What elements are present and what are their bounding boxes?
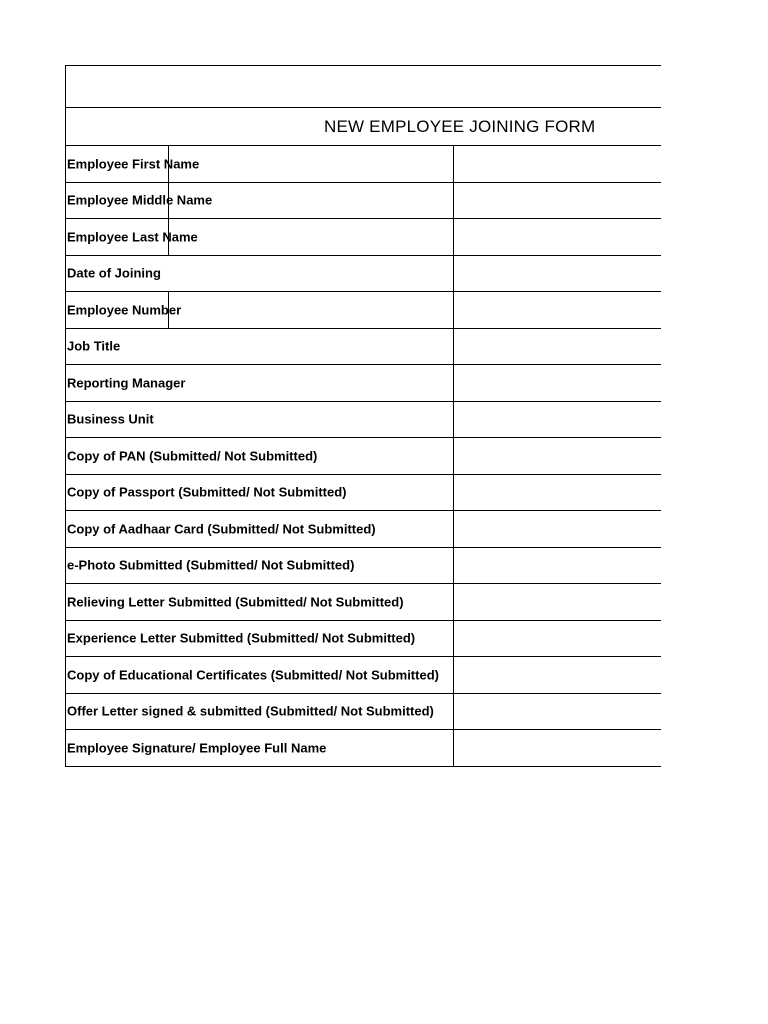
e-photo-field[interactable]	[453, 548, 661, 584]
relieving-letter-field[interactable]	[453, 584, 661, 620]
passport-copy-field[interactable]	[453, 475, 661, 511]
form-row-reporting-manager	[66, 365, 661, 402]
educational-certificates-field[interactable]	[453, 657, 661, 693]
form-row-middle-name	[66, 183, 661, 220]
field-label: Relieving Letter Submitted (Submitted/ Not Submitted)	[67, 594, 404, 610]
field-label: Experience Letter Submitted (Submitted/ Not Submitted)	[67, 630, 416, 646]
experience-letter-field[interactable]	[453, 621, 661, 657]
form-row-signature	[66, 730, 661, 767]
offer-letter-field[interactable]	[453, 694, 661, 730]
signature-field[interactable]	[453, 730, 661, 766]
field-label: Copy of PAN (Submitted/ Not Submitted)	[67, 448, 318, 464]
field-label: Employee Signature/ Employee Full Name	[67, 740, 327, 756]
field-label: e-Photo Submitted (Submitted/ Not Submitted)	[67, 557, 355, 573]
pan-copy-field[interactable]	[453, 438, 661, 474]
middle-name-field[interactable]	[453, 183, 661, 219]
form-row-offer-letter	[66, 694, 661, 731]
last-name-field[interactable]	[453, 219, 661, 255]
field-label: Offer Letter signed & submitted (Submitted/ Not Submitted)	[67, 703, 434, 719]
field-label: Employee Middle Name	[67, 192, 213, 208]
field-label: Employee First Name	[67, 156, 200, 172]
field-label: Employee Last Name	[67, 229, 198, 245]
job-title-field[interactable]	[453, 329, 661, 365]
field-label: Copy of Aadhaar Card (Submitted/ Not Submitted)	[67, 521, 376, 537]
cell-divider	[168, 292, 169, 328]
form-row-employee-number	[66, 292, 661, 329]
form-row-educational-certificates	[66, 657, 661, 694]
cell-divider	[168, 183, 169, 219]
form-row-job-title	[66, 329, 661, 366]
field-label: Employee Number	[67, 302, 182, 318]
field-label: Business Unit	[67, 411, 154, 427]
employee-number-field[interactable]	[453, 292, 661, 328]
date-of-joining-field[interactable]	[453, 256, 661, 292]
header-blank-row	[66, 66, 661, 108]
form-row-first-name	[66, 146, 661, 183]
field-label: Copy of Passport (Submitted/ Not Submitted)	[67, 484, 347, 500]
cell-divider	[168, 146, 169, 182]
form-row-last-name	[66, 219, 661, 256]
form-row-e-photo	[66, 548, 661, 585]
form-row-passport-copy	[66, 475, 661, 512]
title-row	[66, 108, 661, 146]
field-label: Job Title	[67, 338, 121, 354]
cell-divider	[168, 219, 169, 255]
field-label: Date of Joining	[67, 265, 161, 281]
aadhaar-copy-field[interactable]	[453, 511, 661, 547]
business-unit-field[interactable]	[453, 402, 661, 438]
form-row-aadhaar-copy	[66, 511, 661, 548]
form-row-date-of-joining	[66, 256, 661, 293]
field-label: Reporting Manager	[67, 375, 186, 391]
first-name-field[interactable]	[453, 146, 661, 182]
form-row-business-unit	[66, 402, 661, 439]
form-row-experience-letter	[66, 621, 661, 658]
joining-form-table	[65, 65, 661, 767]
form-row-pan-copy	[66, 438, 661, 475]
form-row-relieving-letter	[66, 584, 661, 621]
field-label: Copy of Educational Certificates (Submitted/ Not Submitted)	[67, 667, 439, 683]
reporting-manager-field[interactable]	[453, 365, 661, 401]
form-title: NEW EMPLOYEE JOINING FORM	[324, 117, 596, 136]
